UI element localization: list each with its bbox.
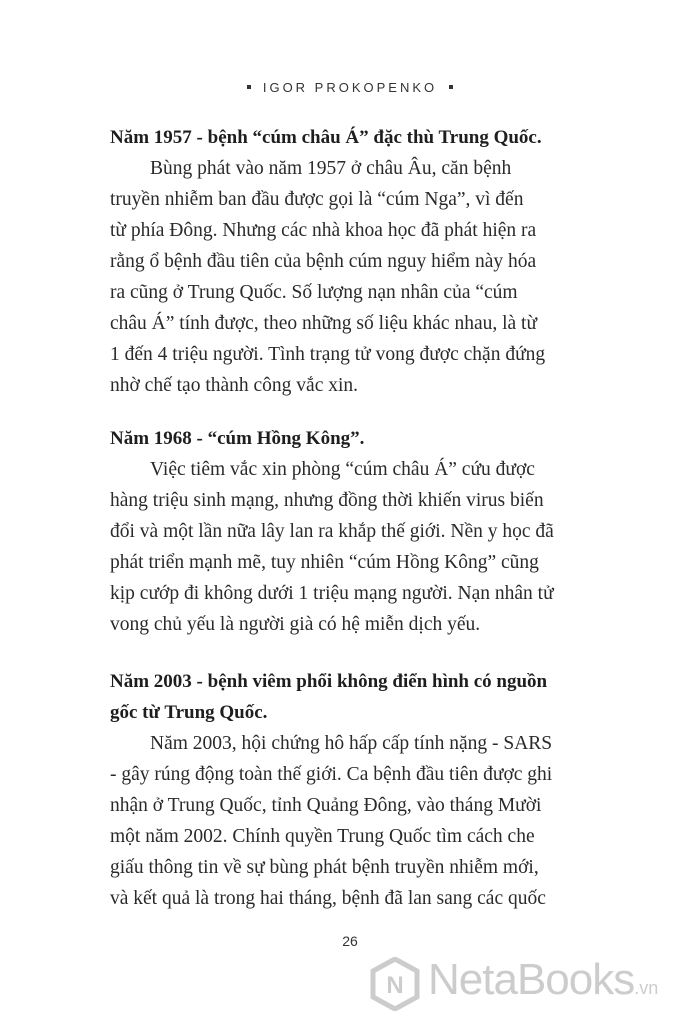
paragraph-line: Bùng phát vào năm 1957 ở châu Âu, căn bệnh xyxy=(150,158,512,179)
section-heading xyxy=(110,423,602,454)
paragraph-line: một năm 2002. Chính quyền Trung Quốc tìm cách che xyxy=(110,826,535,847)
section-paragraph xyxy=(110,153,602,401)
netabooks-watermark xyxy=(368,953,688,1017)
section-paragraph xyxy=(110,728,602,914)
paragraph-line: nhận ở Trung Quốc, tỉnh Quảng Đông, vào tháng Mười xyxy=(110,795,542,816)
paragraph-line: rằng ổ bệnh đầu tiên của bệnh cúm nguy hiểm này hóa xyxy=(110,251,537,272)
paragraph-line: nhờ chế tạo thành công vắc xin. xyxy=(110,375,359,396)
paragraph-line: hàng triệu sinh mạng, nhưng đồng thời khiến virus biến xyxy=(110,490,544,511)
paragraph-line: từ phía Đông. Nhưng các nhà khoa học đã phát hiện ra xyxy=(110,220,537,241)
logo-letter: N xyxy=(386,972,404,999)
paragraph-line: châu Á” tính được, theo những số liệu khác nhau, là từ xyxy=(110,313,538,334)
brand-suffix: .vn xyxy=(634,978,659,998)
section-1957 xyxy=(110,122,602,401)
paragraph-line: truyền nhiễm ban đầu được gọi là “cúm Nga”, vì đến xyxy=(110,189,524,210)
heading-line: gốc từ Trung Quốc. xyxy=(110,702,268,723)
heading-line: Năm 1957 - bệnh “cúm châu Á” đặc thù Trung Quốc. xyxy=(110,127,542,148)
section-paragraph xyxy=(110,454,602,640)
paragraph-line: kịp cướp đi không dưới 1 triệu mạng người. Nạn nhân tử xyxy=(110,583,554,604)
netabooks-logo-icon xyxy=(368,957,422,1011)
paragraph-line: 1 đến 4 triệu người. Tình trạng tử vong được chặn đứng xyxy=(110,344,546,365)
section-heading xyxy=(110,666,602,728)
section-1968 xyxy=(110,423,602,640)
paragraph-line: và kết quả là trong hai tháng, bệnh đã lan sang các quốc xyxy=(110,888,546,909)
paragraph-line: Việc tiêm vắc xin phòng “cúm châu Á” cứu được xyxy=(150,459,535,480)
brand-name: NetaBooks xyxy=(428,955,635,1004)
watermark-brand xyxy=(428,955,658,1005)
paragraph-line: ra cũng ở Trung Quốc. Số lượng nạn nhân của “cúm xyxy=(110,282,518,303)
paragraph-line: Năm 2003, hội chứng hô hấp cấp tính nặng - SARS xyxy=(150,733,553,754)
page-number: 26 xyxy=(342,933,358,949)
heading-line: Năm 2003 - bệnh viêm phổi không điển hình có nguồn xyxy=(110,671,548,692)
paragraph-line: vong chủ yếu là người già có hệ miễn dịch yếu. xyxy=(110,614,481,635)
bullet-right-icon xyxy=(449,85,453,89)
author-name: IGOR PROKOPENKO xyxy=(262,80,438,95)
paragraph-line: phát triển mạnh mẽ, tuy nhiên “cúm Hồng Kông” cũng xyxy=(110,552,539,573)
bullet-left-icon xyxy=(247,85,251,89)
heading-line: Năm 1968 - “cúm Hồng Kông”. xyxy=(110,428,365,449)
section-2003 xyxy=(110,666,602,914)
paragraph-line: giấu thông tin về sự bùng phát bệnh truyền nhiễm mới, xyxy=(110,857,539,878)
paragraph-line: đổi và một lần nữa lây lan ra khắp thế giới. Nền y học đã xyxy=(110,521,554,542)
paragraph-line: - gây rúng động toàn thế giới. Ca bệnh đầu tiên được ghi xyxy=(110,764,553,785)
section-heading xyxy=(110,122,602,153)
running-header xyxy=(0,80,700,95)
